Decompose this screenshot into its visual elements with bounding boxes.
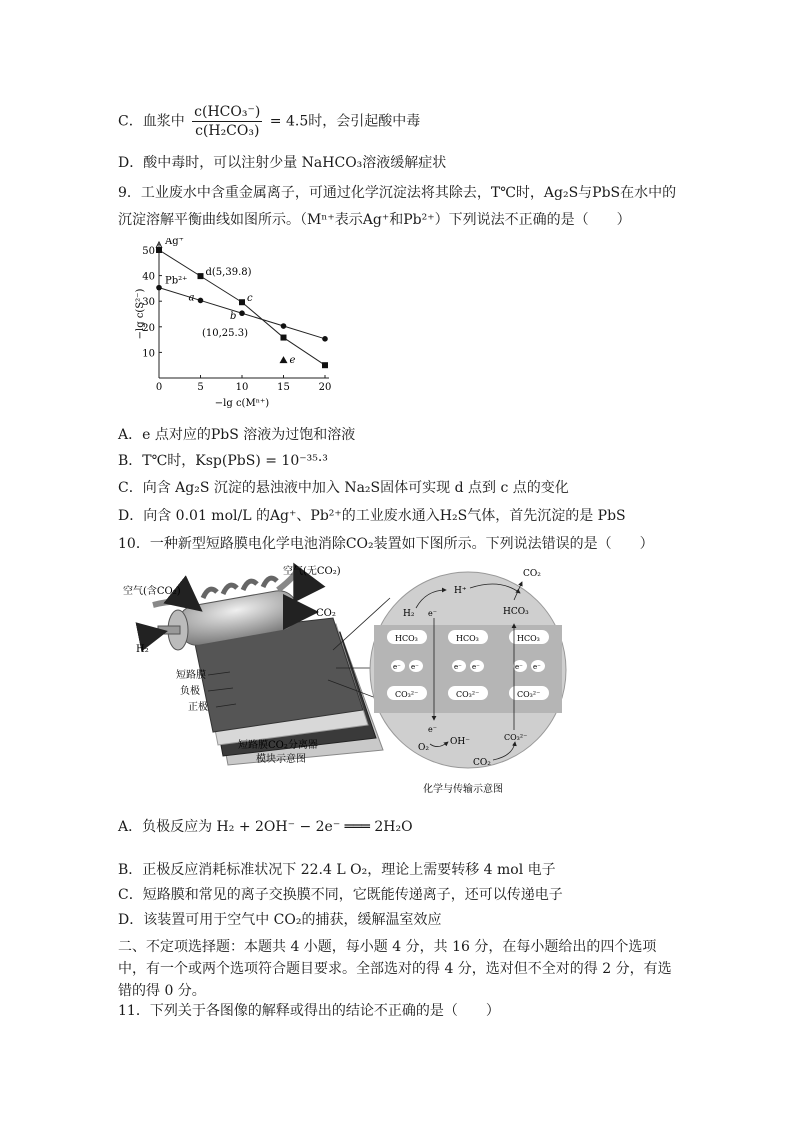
option-c-blood: C．血浆中 $\frac{\text{c(HCO₃⁻)}}{\text{c(H₂CO₃)}}$ = 4.5时，会引起酸中毒: [118, 104, 421, 139]
co3-3: CO₃²⁻: [517, 690, 541, 699]
label-membrane: 短路膜: [176, 670, 206, 681]
q9-line1: 9．工业废水中含重金属离子，可通过化学沉淀法将其除去，T℃时，Ag₂S与PbS在水中的: [118, 185, 677, 201]
label-h-plus: H⁺: [454, 586, 467, 596]
label-e-bottom: e⁻: [428, 725, 437, 734]
y-tick-label: 30: [142, 297, 155, 309]
e-3: e⁻: [454, 663, 462, 671]
option-d-acidosis: D．酸中毒时，可以注射少量 NaHCO₃溶液缓解症状: [118, 155, 447, 171]
series-label-1: Pb²⁺: [165, 275, 188, 287]
annotation-label: e: [289, 355, 296, 367]
hco3-1: HCO₃: [395, 634, 418, 643]
label-o2: O₂: [418, 743, 429, 753]
data-point-circle: [156, 285, 162, 291]
left-caption-1: 短路膜CO₂分离器: [238, 740, 318, 751]
data-point-square: [322, 362, 328, 368]
label-h2: H₂: [403, 609, 415, 619]
co2-cell-figure: [118, 560, 568, 800]
q10-option-d: D．该装置可用于空气中 CO₂的捕获，缓解温室效应: [118, 912, 442, 928]
section-2-heading: 二、不定项选择题：本题共 4 小题，每小题 4 分，共 16 分，在每小题给出的四个选项中，有一个或两个选项符合题目要求。全部选对的得 4 分，选对但不全对的得 2 分，有选错的得 0 分。: [118, 939, 672, 999]
data-point-square: [239, 299, 245, 305]
label-oh: OH⁻: [450, 737, 470, 747]
x-tick-label: 15: [277, 382, 290, 393]
x-tick-label: 0: [155, 382, 163, 393]
label-co2-out: CO₂: [316, 608, 336, 619]
label-air-out: 空气(无CO₂): [283, 566, 341, 577]
e-2: e⁻: [411, 663, 419, 671]
label-anode: 负极: [180, 686, 200, 697]
data-point-square: [281, 335, 287, 341]
q10-stem: 10．一种新型短路膜电化学电池消除CO₂装置如下图所示。下列说法错误的是（ ）: [118, 536, 654, 552]
y-tick-label: 50: [142, 246, 155, 257]
co3-2: CO₃²⁻: [456, 690, 480, 699]
series-label-0: Ag⁺: [165, 238, 184, 247]
annotation-label: d(5,39.8): [205, 267, 252, 279]
air-in-arrow: [153, 602, 198, 608]
label-e-top: e⁻: [428, 609, 437, 618]
left-caption-2: 模块示意图: [256, 754, 306, 765]
point-e-triangle: [280, 356, 288, 363]
annotation-label: a: [188, 292, 195, 304]
label-co3-bottom: CO₃²⁻: [504, 733, 528, 742]
x-tick-label: 10: [235, 382, 249, 393]
y-tick-label: 10: [142, 348, 155, 360]
label-co2-bottom: CO₂: [473, 758, 491, 768]
data-point-circle: [281, 323, 287, 329]
annotation-label: c: [247, 293, 253, 305]
label-air-in: 空气(含CO₂): [123, 586, 181, 597]
data-point-circle: [198, 298, 204, 304]
e-1: e⁻: [393, 663, 401, 671]
e-4: e⁻: [472, 663, 480, 671]
fraction: $\frac{\text{c(HCO₃⁻)}}{\text{c(H₂CO₃)}}$: [194, 104, 261, 139]
q9-option-a: A．e 点对应的PbS 溶液为过饱和溶液: [118, 427, 356, 443]
q9-line2: 沉淀溶解平衡曲线如图所示。（Mⁿ⁺表示Ag⁺和Pb²⁺）下列说法不正确的是（ ）: [118, 212, 631, 228]
h2-in-arrow: [148, 632, 163, 635]
label-h2-in: H₂: [136, 644, 149, 655]
q9-option-d: D．向含 0.01 mol/L 的Ag⁺、Pb²⁺的工业废水通入H₂S气体，首先沉淀的是 PbS: [118, 508, 626, 524]
q10-option-a: A．负极反应为 H₂ + 2OH⁻ − 2e⁻ ═══ 2H₂O: [118, 819, 413, 835]
co3-1: CO₃²⁻: [395, 690, 419, 699]
q9-option-b: B．T℃时，Ksp(PbS) = 10⁻³⁵·³: [118, 453, 328, 469]
data-point-circle: [239, 310, 245, 316]
data-point-circle: [322, 336, 328, 342]
right-caption: 化学与传输示意图: [423, 784, 503, 795]
annotation-label: (10,25.3): [202, 328, 248, 340]
x-tick-label: 5: [197, 382, 204, 393]
y-tick-label: 20: [142, 322, 155, 334]
label-hco3-top: HCO₃: [503, 607, 529, 617]
label-co2-top: CO₂: [523, 569, 541, 579]
label-cathode: 正极: [188, 702, 208, 713]
hco3-2: HCO₃: [456, 634, 479, 643]
q9-option-c: C．向含 Ag₂S 沉淀的悬浊液中加入 Na₂S固体可实现 d 点到 c 点的变化: [118, 480, 569, 496]
solubility-chart: [135, 238, 335, 413]
q10-option-c: C．短路膜和常见的离子交换膜不同，它既能传递离子，还可以传递电子: [118, 887, 563, 903]
q11-stem: 11．下列关于各图像的解释或得出的结论不正确的是（ ）: [118, 1003, 500, 1019]
y-axis-label: −lg c(S²⁻): [135, 288, 146, 340]
e-6: e⁻: [533, 663, 541, 671]
x-axis-label: −lg c(Mⁿ⁺): [214, 398, 270, 409]
e-5: e⁻: [515, 663, 523, 671]
hco3-3: HCO₃: [517, 634, 540, 643]
annotation-label: b: [230, 311, 237, 323]
data-point-square: [156, 247, 162, 253]
y-tick-label: 40: [142, 271, 155, 283]
x-tick-label: 20: [318, 382, 332, 393]
data-point-square: [198, 273, 204, 279]
q10-option-b: B．正极反应消耗标准状况下 22.4 L O₂，理论上需要转移 4 mol 电子: [118, 862, 556, 878]
